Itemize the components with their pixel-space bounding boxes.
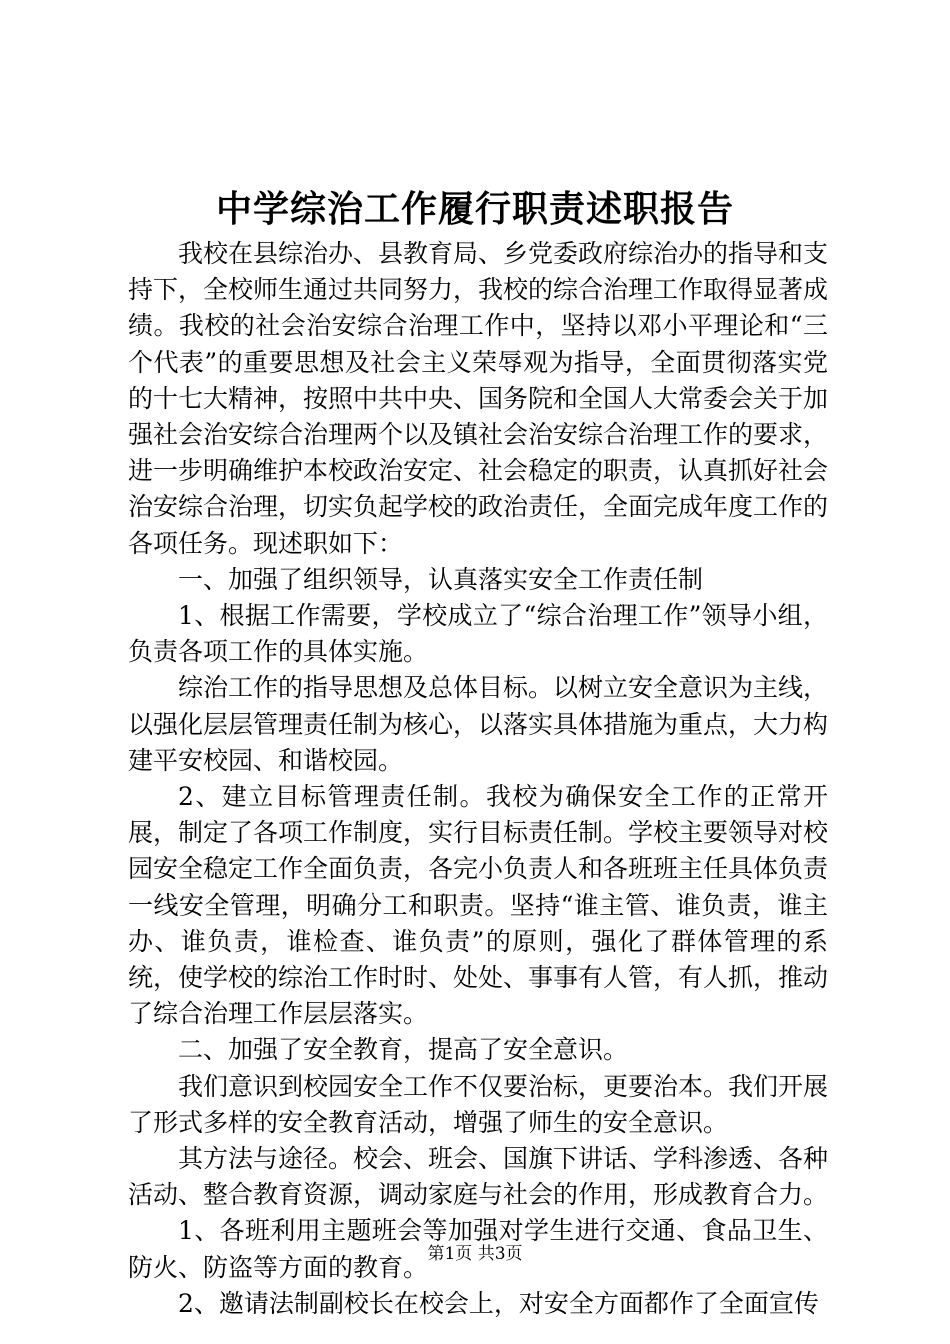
paragraph-methods: 其方法与途径。校会、班会、国旗下讲话、学科渗透、各种活动、整合教育资源，调动家庭与社会的作用，形成教育合力。 (128, 1144, 829, 1210)
paragraph-guiding-idea: 综治工作的指导思想及总体目标。以树立安全意识为主线，以强化层层管理责任制为核心，以落实具体措施为重点，大力构建平安校园、和谐校园。 (128, 673, 829, 775)
paragraph-item-1: 1、根据工作需要，学校成立了“综合治理工作”领导小组，负责各项工作的具体实施。 (128, 601, 828, 667)
paragraph-sub-item-1: 1、各班利用主题班会等加强对学生进行交通、食品卫生、防火、防盗等方面的教育。 (128, 1216, 828, 1282)
paragraph-item-2: 2、建立目标管理责任制。我校为确保安全工作的正常开展，制定了各项工作制度，实行目标责任制。学校主要领导对校园安全稳定工作全面负责，各完小负责人和各班班主任具体负责一线安全管理，明确分工和职责。坚持“谁主管、谁负责，谁主办、谁负责，谁检查、谁负责”的原则，强化了群体管理的系统，使学校的综治工作时时、处处、事事有人管，有人抓，推动了综合治理工作层层落实。 (128, 782, 829, 1029)
page-number-footer: 第1页 共3页 (427, 1244, 523, 1264)
paragraph-sub-item-2: 2、邀请法制副校长在校会上，对安全方面都作了全面宣传 (178, 1288, 819, 1318)
paragraph-awareness: 我们意识到校园安全工作不仅要治标，更要治本。我们开展了形式多样的安全教育活动，增强了师生的安全意识。 (128, 1071, 829, 1137)
document-title: 中学综治工作履行职责述职报告 (215, 188, 734, 230)
section-heading-1: 一、加强了组织领导，认真落实安全工作责任制 (178, 564, 704, 594)
section-heading-2: 二、加强了安全教育，提高了安全意识。 (178, 1035, 629, 1065)
paragraph-intro: 我校在县综治办、县教育局、乡党委政府综治办的指导和支持下，全校师生通过共同努力，我校的综合治理工作取得显著成绩。我校的社会治安综合治理工作中，坚持以邓小平理论和“三个代表”的重要思想及社会主义荣辱观为指导，全面贯彻落实党的十七大精神，按照中共中央、国务院和全国人大常委会关于加强社会治安综合治理两个以及镇社会治安综合治理工作的要求，进一步明确维护本校政治安定、社会稳定的职责，认真抓好社会治安综合治理，切实负起学校的政治责任，全面完成年度工作的各项任务。现述职如下： (128, 239, 829, 558)
document-body (128, 236, 828, 1322)
